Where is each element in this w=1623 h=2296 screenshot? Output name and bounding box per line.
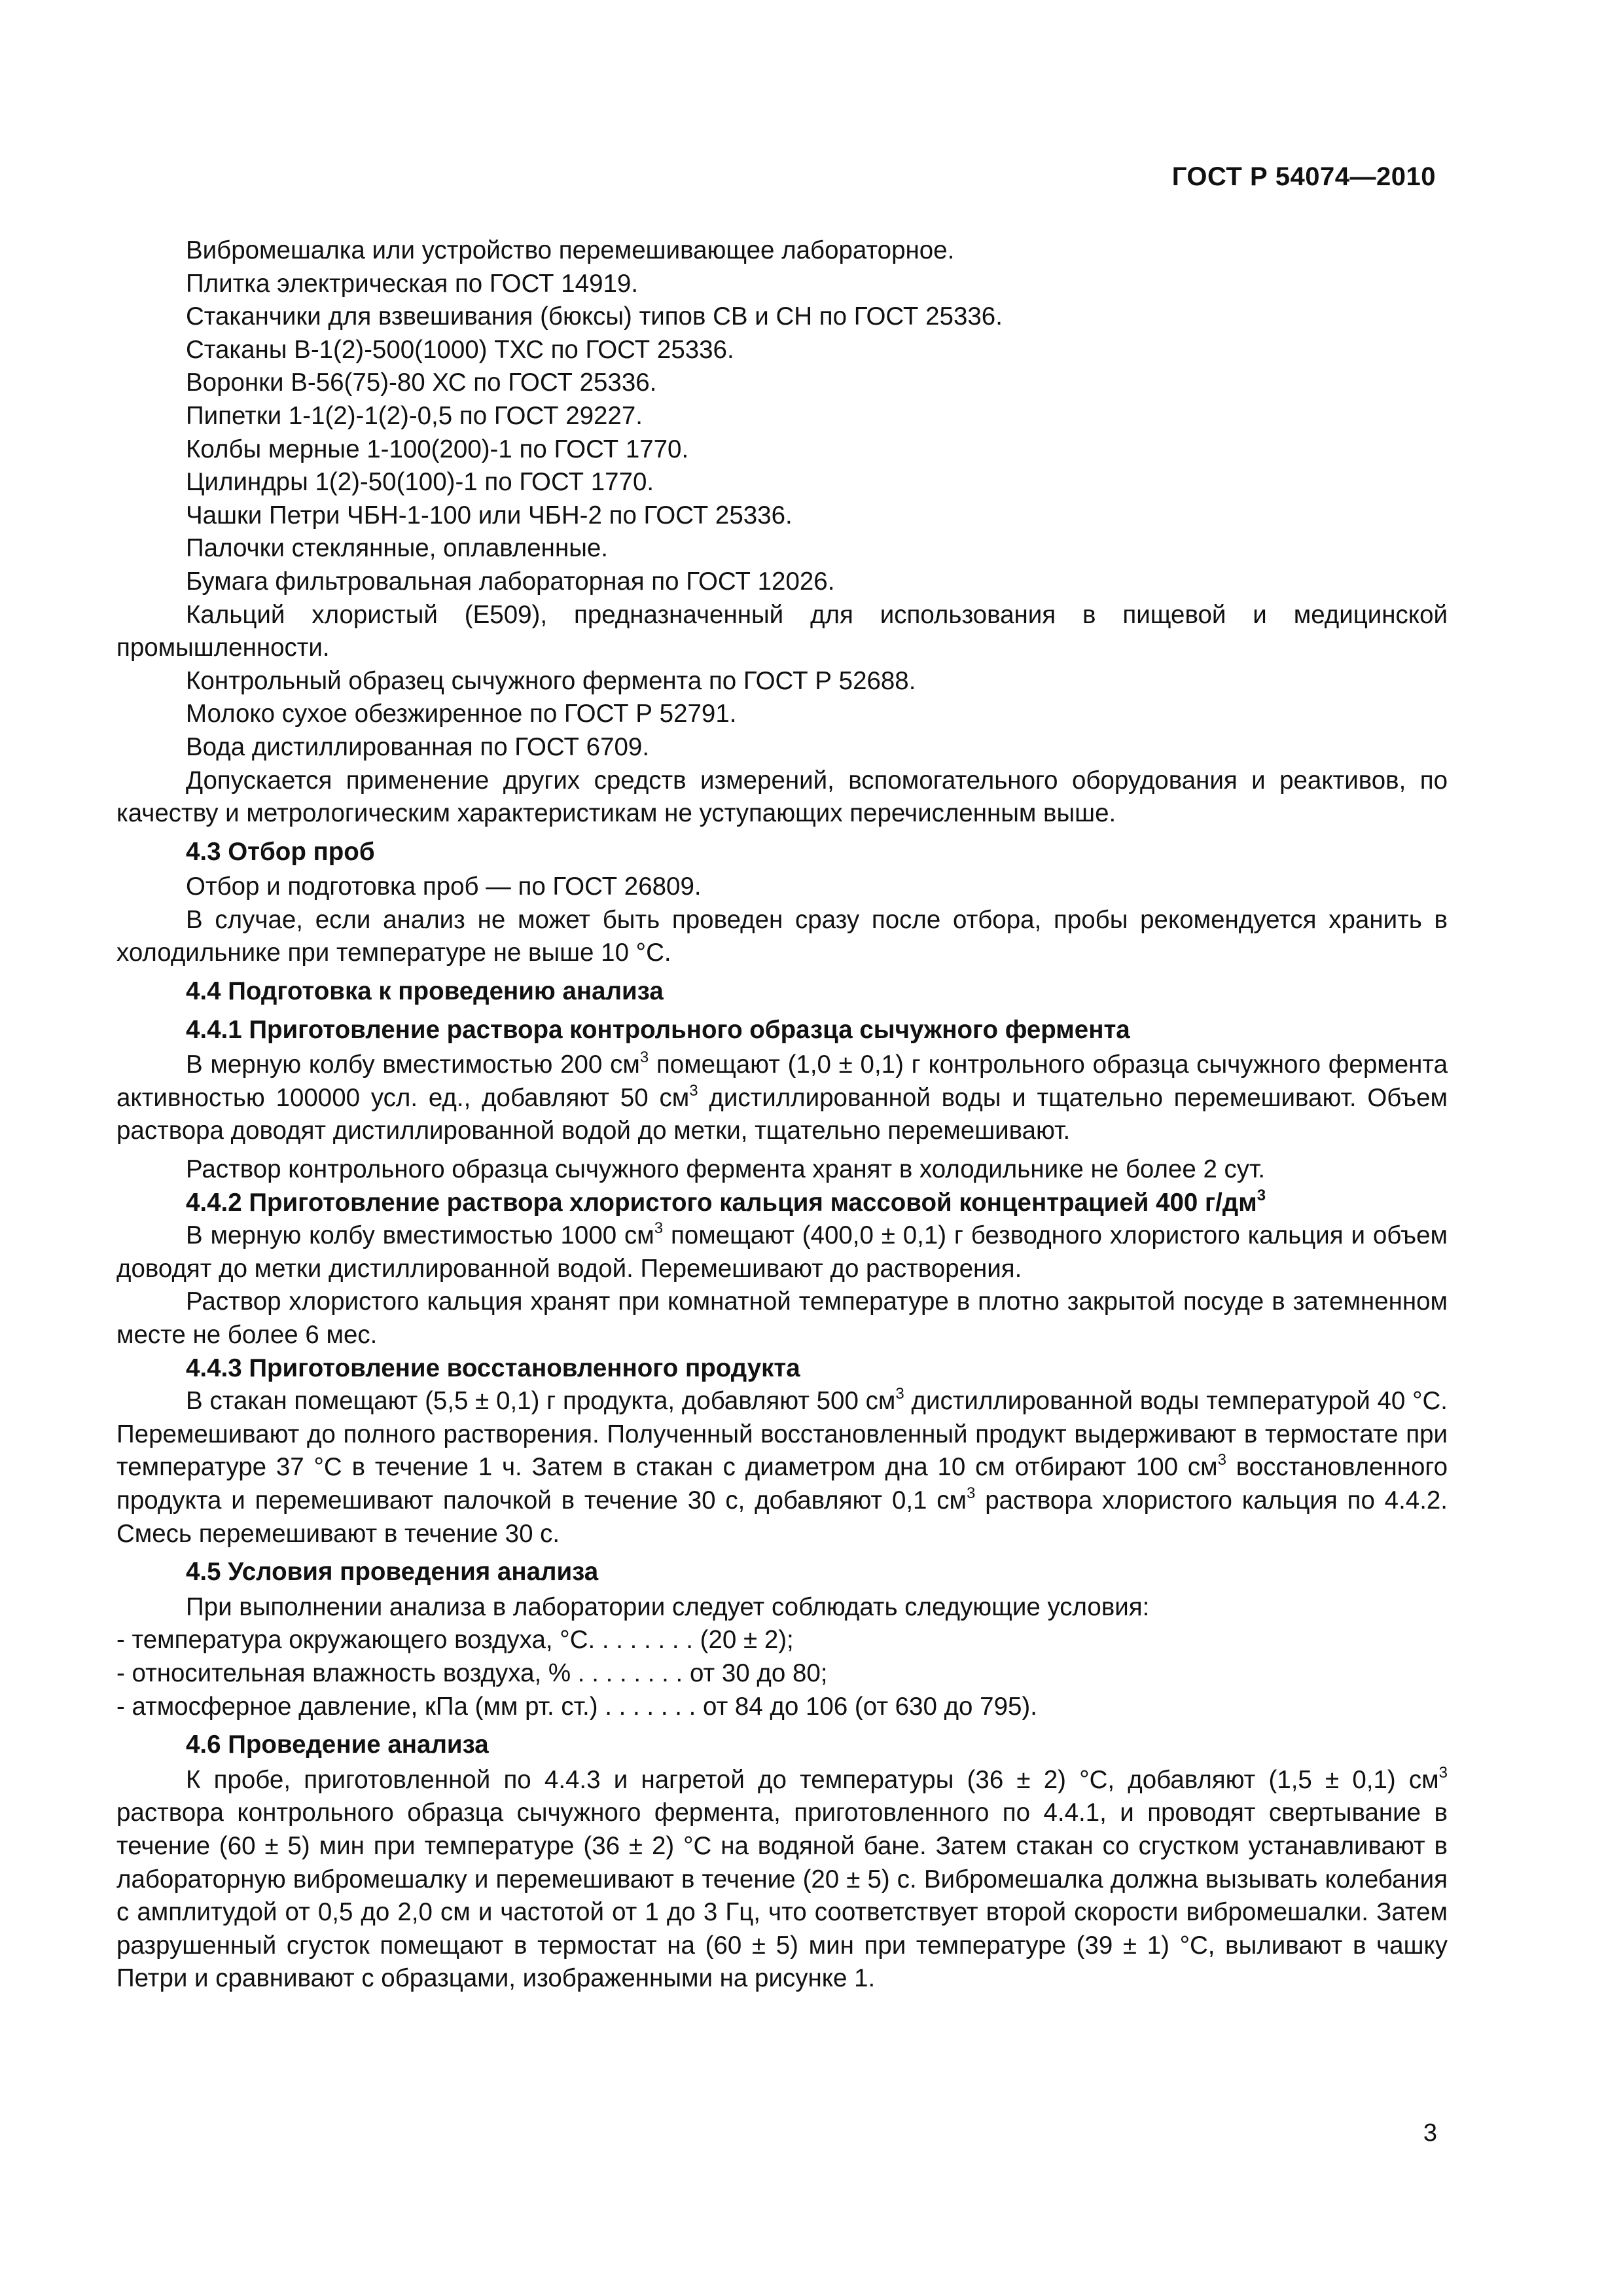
section-heading-4-4-2: 4.4.2 Приготовление раствора хлористого кальция массовой концентрацией 400 $г/дм^3$ — [186, 1186, 1266, 1217]
equipment-item: Плитка электрическая по ГОСТ 14919. — [186, 269, 639, 298]
paragraph: Раствор контрольного образца сычужного фермента хранят в холодильнике не более 2 сут. — [186, 1155, 1266, 1184]
equipment-item: Стаканы В-1(2)-500(1000) ТХС по ГОСТ 25336. — [186, 335, 734, 364]
section-heading-4-5: 4.5 Условия проведения анализа — [186, 1558, 599, 1587]
equipment-item: Бумага фильтровальная лабораторная по ГОСТ 12026. — [186, 567, 835, 596]
paragraph: В случае, если анализ не может быть проведен сразу после отбора, пробы рекомендуется хранить в холодильнике при температуре не выше 10 °С. — [116, 905, 1448, 967]
paragraph: К пробе, приготовленной по 4.4.3 и нагретой до температуры (36 ± 2) °С, добавляют (1,5 ± 0,1) $см^3$ раствора контрольного образца сычужного фермента, приготовленного по 4.4.1, и проводят свертывание в течение (60 ± 5) мин при температуре (36 ± 2) °С на водяной бане. Затем стакан со сгустком устанавливают в лабораторную вибромешалку и перемешивают в течение (20 ± 5) с. Вибромешалка должна вызывать колебания с амплитудой от 0,5 до 2,0 см и частотой от 1 до 3 Гц, что соответствует второй скорости вибромешалки. Затем разрушенный сгусток помещают в термостат на (60 ± 5) мин при температуре (39 ± 1) °С, выливают в чашку Петри и сравнивают с образцами, изображенными на рисунке 1. — [116, 1763, 1448, 1993]
section-heading-4-3: 4.3 Отбор проб — [186, 837, 375, 866]
equipment-item: Цилиндры 1(2)-50(100)-1 по ГОСТ 1770. — [186, 468, 654, 497]
equipment-item: Вода дистиллированная по ГОСТ 6709. — [186, 732, 650, 761]
equipment-item: Чашки Петри ЧБН-1-100 или ЧБН-2 по ГОСТ 25336. — [186, 501, 793, 529]
paragraph: Раствор хлористого кальция хранят при комнатной температуре в плотно закрытой посуде в затемненном месте не более 6 мес. — [116, 1287, 1448, 1349]
document-body — [116, 234, 1448, 1996]
section-heading-4-6: 4.6 Проведение анализа — [186, 1731, 489, 1759]
paragraph: В мерную колбу вместимостью 200 $см^3$ помещают (1,0 ± 0,1) г контрольного образца сычужного фермента активностью 100000 усл. ед., добавляют 50 $см^3$ дистиллированной воды и тщательно перемешивают. Объем раствора доводят дистиллированной водой до метки, тщательно перемешивают. — [116, 1049, 1448, 1145]
equipment-item: Палочки стеклянные, оплавленные. — [186, 534, 608, 563]
paragraph: В мерную колбу вместимостью 1000 $см^3$ помещают (400,0 ± 0,1) г безводного хлористого кальция и объем доводят до метки дистиллированной водой. Перемешивают до растворения. — [116, 1219, 1448, 1283]
condition-item: - атмосферное давление, кПа (мм рт. ст.) . . . . . . . от 84 до 106 (от 630 до 795). — [116, 1692, 1037, 1721]
section-heading-4-4: 4.4 Подготовка к проведению анализа — [186, 977, 664, 1006]
section-heading-4-4-3: 4.4.3 Приготовление восстановленного продукта — [186, 1354, 800, 1382]
equipment-item: Воронки В-56(75)-80 ХС по ГОСТ 25336. — [186, 368, 657, 397]
equipment-item: Кальций хлористый (Е509), предназначенный для использования в пищевой и медицинской промышленности. — [116, 600, 1448, 662]
paragraph: Отбор и подготовка проб — по ГОСТ 26809. — [186, 872, 702, 901]
equipment-item: Молоко сухое обезжиренное по ГОСТ Р 52791. — [186, 700, 737, 728]
equipment-item: Вибромешалка или устройство перемешивающее лабораторное. — [186, 236, 955, 264]
condition-item: - температура окружающего воздуха, °С. . . . . . . . (20 ± 2); — [116, 1626, 794, 1655]
equipment-item: Стаканчики для взвешивания (бюксы) типов СВ и СН по ГОСТ 25336. — [186, 302, 1003, 331]
page-number: 3 — [1423, 2119, 1437, 2147]
equipment-note: Допускается применение других средств измерений, вспомогательного оборудования и реактивов, по качеству и метрологическим характеристикам не уступающих перечисленным выше. — [116, 766, 1448, 828]
paragraph: При выполнении анализа в лаборатории следует соблюдать следующие условия: — [186, 1592, 1150, 1621]
equipment-item: Колбы мерные 1-100(200)-1 по ГОСТ 1770. — [186, 435, 689, 463]
paragraph: В стакан помещают (5,5 ± 0,1) г продукта, добавляют 500 $см^3$ дистиллированной воды температурой 40 °С. Перемешивают до полного растворения. Полученный восстановленный продукт выдерживают в термостате при температуре 37 °С в течение 1 ч. Затем в стакан с диаметром дна 10 см отбирают 100 $см^3$ восстановленного продукта и перемешивают палочкой в течение 30 с, добавляют 0,1 $см^3$ раствора хлористого кальция по 4.4.2. Смесь перемешивают в течение 30 с. — [116, 1385, 1448, 1548]
equipment-item: Контрольный образец сычужного фермента по ГОСТ Р 52688. — [186, 666, 916, 695]
section-heading-4-4-1: 4.4.1 Приготовление раствора контрольного образца сычужного фермента — [186, 1015, 1130, 1044]
equipment-item: Пипетки 1-1(2)-1(2)-0,5 по ГОСТ 29227. — [186, 401, 643, 430]
document-header: ГОСТ Р 54074—2010 — [1171, 162, 1436, 191]
condition-item: - относительная влажность воздуха, % . . . . . . . . от 30 до 80; — [116, 1659, 828, 1687]
